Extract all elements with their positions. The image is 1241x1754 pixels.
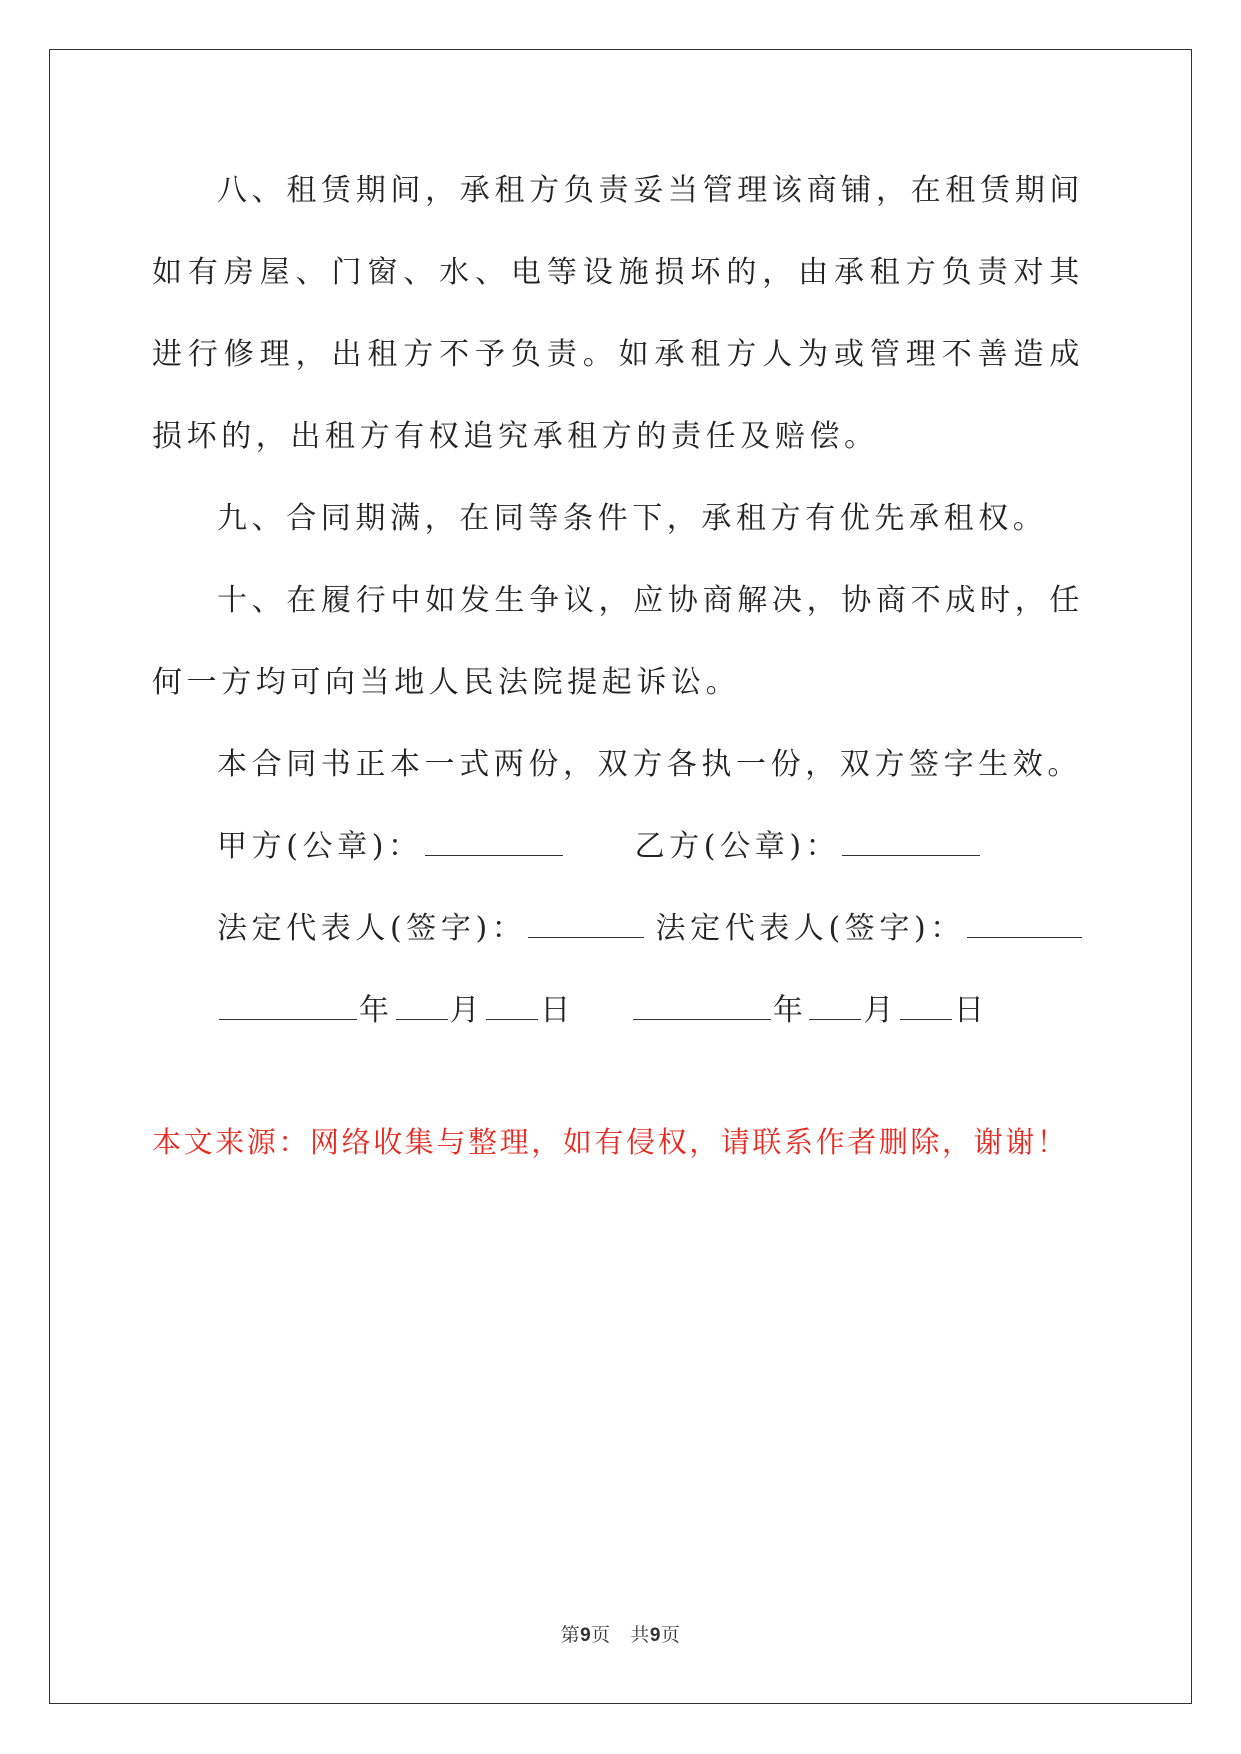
paragraph-clause-10: 十、在履行中如发生争议，应协商解决，协商不成时，任何一方均可向当地人民法院提起诉讼。 [152,583,1084,700]
party-a-rep-blank[interactable] [528,911,643,938]
footer-total-pages: 9 [649,1625,661,1646]
year-label-b: 年 [772,993,808,1028]
document-body [152,150,1084,1052]
party-b-month-blank[interactable] [809,993,861,1020]
date-row [152,970,1084,1052]
party-b-rep-blank[interactable] [967,911,1082,938]
party-b-seal-blank[interactable] [842,829,980,856]
party-a-seal-blank[interactable] [425,829,563,856]
day-label-a: 日 [540,993,575,1028]
paragraph-clause-9: 九、合同期满，在同等条件下，承租方有优先承租权。 [217,501,1048,536]
party-b-rep-label: 法定代表人(签字)： [655,911,965,946]
footer-total-suffix: 页 [660,1624,681,1646]
seal-row [152,806,1084,888]
paragraph-copies: 本合同书正本一式两份，双方各执一份，双方签字生效。 [217,747,1082,782]
paragraph-clause-8: 八、租赁期间，承租方负责妥当管理该商铺，在租赁期间如有房屋、门窗、水、电等设施损坏的，由承租方负责对其进行修理，出租方不予负责。如承租方人为或管理不善造成损坏的，出租方有权追究承租方的责任及赔偿。 [152,173,1084,454]
party-a-day-blank[interactable] [486,993,538,1020]
day-label-b: 日 [954,993,989,1028]
footer-page-suffix: 页 [591,1624,611,1646]
representative-row [152,888,1084,970]
year-label-a: 年 [359,993,394,1028]
footer-prefix: 第 [560,1624,581,1646]
party-b-seal-label: 乙方(公章)： [634,829,841,864]
month-label-a: 月 [449,993,485,1028]
party-b-day-blank[interactable] [900,993,952,1020]
footer-total-prefix: 共 [630,1624,650,1646]
source-note: 本文来源：网络收集与整理，如有侵权，请联系作者删除，谢谢！ [152,1125,1069,1159]
party-b-year-blank[interactable] [633,993,771,1020]
party-a-month-blank[interactable] [396,993,448,1020]
party-a-year-blank[interactable] [219,993,357,1020]
party-a-seal-label: 甲方(公章)： [217,829,423,864]
footer-page-number: 9 [580,1625,592,1646]
party-a-rep-label: 法定代表人(签字)： [217,911,527,946]
month-label-b: 月 [863,993,899,1028]
page-footer [0,1620,1241,1647]
